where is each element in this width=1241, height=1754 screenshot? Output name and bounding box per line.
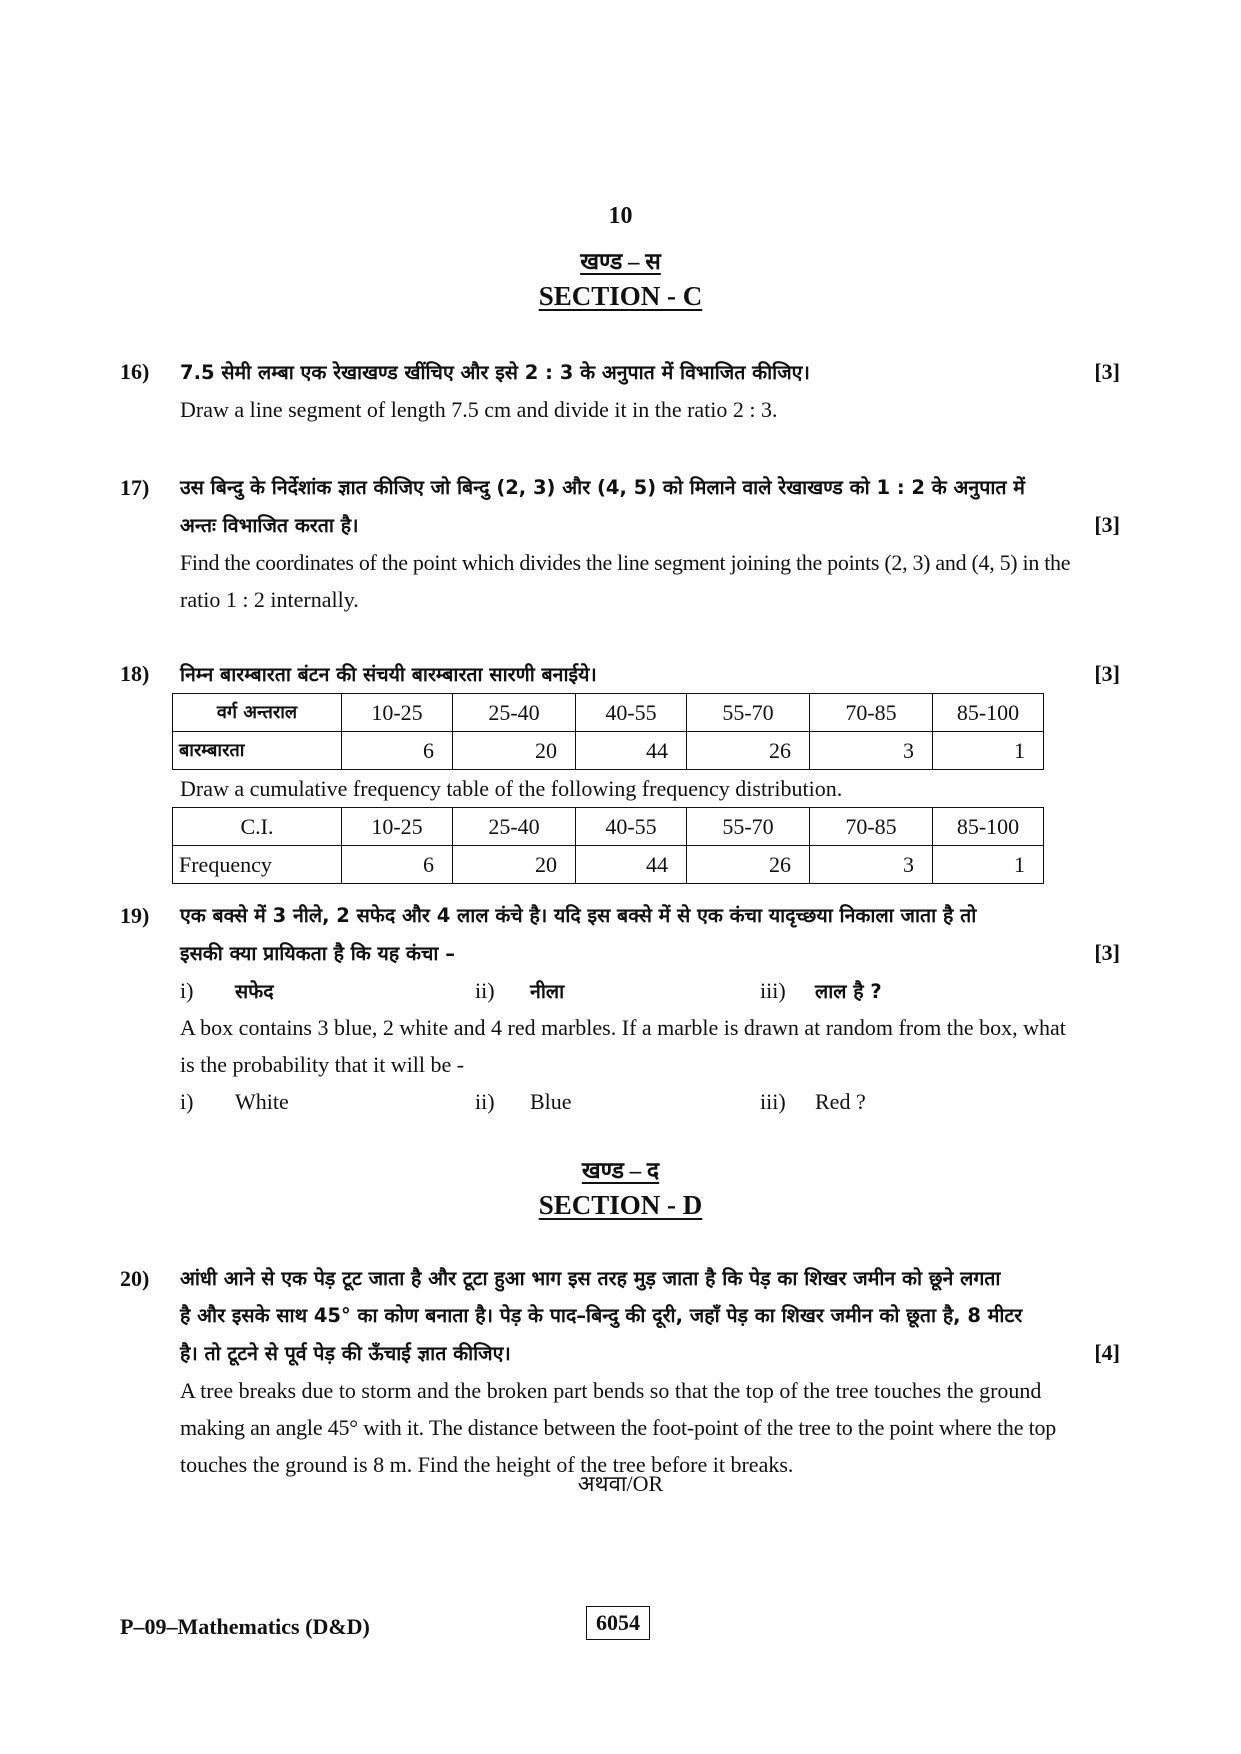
option-text: सफेद <box>235 980 274 1003</box>
section-c-english: SECTION - C <box>538 281 703 311</box>
option-i <box>180 972 274 1010</box>
question-number: 18) <box>120 661 150 686</box>
question-20 <box>120 1260 1120 1483</box>
section-d-heading-en <box>0 1190 1241 1221</box>
question-number: 16) <box>120 359 150 384</box>
options-hindi <box>180 972 1120 1009</box>
marks: [3] <box>1094 940 1120 965</box>
option-i <box>180 1083 289 1120</box>
table-cell: 85-100 <box>933 694 1044 732</box>
table-cell: 6 <box>342 732 453 770</box>
option-iii <box>760 972 882 1010</box>
option-number: iii) <box>760 1089 786 1114</box>
table-row <box>173 694 1044 732</box>
question-number: 19) <box>120 903 150 928</box>
question-text-hindi-line1: एक बक्से में 3 नीले, 2 सफेद और 4 लाल कंचे है। यदि इस बक्से में से एक कंचा यादृच्छया निकाला जाता है तो <box>180 904 977 927</box>
question-17 <box>120 469 1120 618</box>
question-16 <box>120 353 1120 428</box>
question-text-hindi: 7.5 सेमी लम्बा एक रेखाखण्ड खींचिए और इसे 2 : 3 के अनुपात में विभाजित कीजिए। <box>180 361 810 384</box>
section-d-hindi: खण्ड – द <box>581 1158 660 1183</box>
option-text: Red ? <box>815 1089 866 1114</box>
option-text: लाल है ? <box>815 980 882 1003</box>
section-c-heading-en <box>0 281 1241 312</box>
option-number: ii) <box>475 978 495 1003</box>
table-header-label: C.I. <box>173 808 342 846</box>
footer-subject: P–09–Mathematics (D&D) <box>120 1614 370 1639</box>
option-number: iii) <box>760 978 786 1003</box>
question-text-hindi-line2: अन्तः विभाजित करता है। <box>180 514 359 537</box>
frequency-table-english <box>172 807 1044 884</box>
table-row <box>173 732 1044 770</box>
table-cell: 3 <box>810 732 933 770</box>
table-cell: 6 <box>342 846 453 884</box>
question-text-english-line2: is the probability that it will be - <box>180 1052 465 1077</box>
table-cell: 25-40 <box>453 694 576 732</box>
question-text-hindi-line1: आंधी आने से एक पेड़ टूट जाता है और टूटा हुआ भाग इस तरह मुड़ जाता है कि पेड़ का शिखर जमीन को छूने लगता <box>180 1267 1001 1290</box>
question-text-english: Draw a cumulative frequency table of the following frequency distribution. <box>180 776 843 801</box>
question-19 <box>120 897 1120 1120</box>
table-cell: 70-85 <box>810 808 933 846</box>
footer-paper-code: 6054 <box>586 1606 650 1640</box>
question-text-hindi-line2: है और इसके साथ 45° का कोण बनाता है। पेड़ के पाद–बिन्दु की दूरी, जहाँ पेड़ का शिखर जमीन को छूता है, 8 मीटर <box>180 1304 1023 1327</box>
question-text-hindi-line1: उस बिन्दु के निर्देशांक ज्ञात कीजिए जो बिन्दु (2, 3) और (4, 5) को मिलाने वाले रेखाखण्ड को 1 : 2 के अनुपात में <box>180 476 1025 499</box>
table-cell: 40-55 <box>576 694 687 732</box>
or-separator: अथवा/OR <box>577 1471 664 1496</box>
table-cell: 55-70 <box>687 808 810 846</box>
question-number: 17) <box>120 475 150 500</box>
table-cell: 85-100 <box>933 808 1044 846</box>
option-number: i) <box>180 1089 194 1114</box>
table-cell: 44 <box>576 846 687 884</box>
question-text-english: Draw a line segment of length 7.5 cm and divide it in the ratio 2 : 3. <box>180 397 778 422</box>
frequency-table-hindi <box>172 693 1044 770</box>
marks: [3] <box>1094 661 1120 686</box>
table-cell: 26 <box>687 846 810 884</box>
section-c-hindi: खण्ड – स <box>580 249 661 274</box>
table-row <box>173 846 1044 884</box>
question-text-english-line1: A box contains 3 blue, 2 white and 4 red marbles. If a marble is drawn at random from the box, what <box>180 1015 1066 1040</box>
question-text-english-line2: making an angle 45° with it. The distance between the foot-point of the tree to the point where the top <box>180 1415 1057 1440</box>
question-text-english-line1: A tree breaks due to storm and the broken part bends so that the top of the tree touches the ground <box>180 1378 1042 1403</box>
marks: [4] <box>1094 1340 1120 1365</box>
table-cell: 10-25 <box>342 694 453 732</box>
table-cell: 40-55 <box>576 808 687 846</box>
table-row <box>173 808 1044 846</box>
question-number: 20) <box>120 1266 150 1291</box>
table-cell: 3 <box>810 846 933 884</box>
marks: [3] <box>1094 359 1120 384</box>
option-text: नीला <box>530 980 565 1003</box>
marks: [3] <box>1094 512 1120 537</box>
table-cell: 26 <box>687 732 810 770</box>
option-iii <box>760 1083 866 1120</box>
option-ii <box>475 1083 572 1120</box>
section-d-english: SECTION - D <box>538 1190 703 1220</box>
table-cell: 55-70 <box>687 694 810 732</box>
table-header-label: वर्ग अन्तराल <box>173 694 342 732</box>
table-cell: 10-25 <box>342 808 453 846</box>
option-text: Blue <box>530 1089 572 1114</box>
question-text-english-line3: touches the ground is 8 m. Find the height of the tree before it breaks. <box>180 1452 794 1477</box>
question-text-hindi: निम्न बारम्बारता बंटन की संचयी बारम्बारता सारणी बनाईये। <box>180 663 597 686</box>
table-cell: 20 <box>453 846 576 884</box>
table-row-label: Frequency <box>173 846 342 884</box>
page-number: 10 <box>608 203 633 229</box>
question-text-hindi-line3: है। तो टूटने से पूर्व पेड़ की ऊँचाई ज्ञात कीजिए। <box>180 1342 511 1365</box>
question-text-english-line2: ratio 1 : 2 internally. <box>180 587 359 612</box>
table-cell: 25-40 <box>453 808 576 846</box>
table-cell: 1 <box>933 732 1044 770</box>
option-number: ii) <box>475 1089 495 1114</box>
table-cell: 20 <box>453 732 576 770</box>
table-row-label: बारम्बारता <box>173 732 342 770</box>
question-18 <box>120 655 1120 884</box>
section-c-heading <box>0 244 1241 276</box>
options-english <box>180 1083 1120 1120</box>
table-cell: 44 <box>576 732 687 770</box>
option-number: i) <box>180 978 194 1003</box>
option-ii <box>475 972 564 1010</box>
table-cell: 1 <box>933 846 1044 884</box>
section-d-heading <box>0 1153 1241 1185</box>
question-text-english-line1: Find the coordinates of the point which divides the line segment joining the points (2, 3) and (4, 5) in the <box>180 550 1071 575</box>
table-cell: 70-85 <box>810 694 933 732</box>
option-text: White <box>235 1089 289 1114</box>
question-text-hindi-line2: इसकी क्या प्रायिकता है कि यह कंचा – <box>180 942 455 965</box>
